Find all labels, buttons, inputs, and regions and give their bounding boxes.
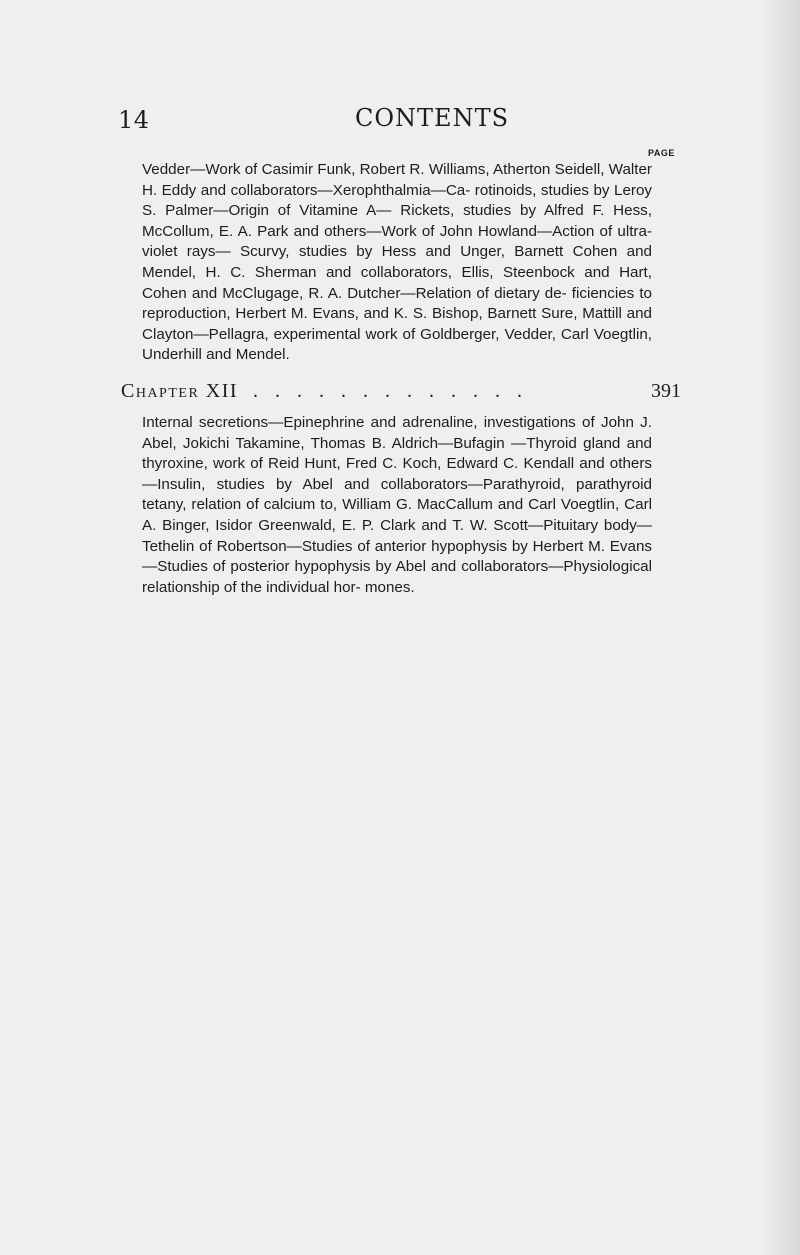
page-number: 14: [118, 106, 150, 134]
chapter-xii-title: Chapter XII: [121, 380, 239, 402]
scan-edge-shadow: [762, 0, 800, 1255]
leader-dots: . . . . . . . . . . . . . .: [231, 380, 528, 402]
chapter-xii-page: 391: [651, 380, 681, 402]
chapter-xii-summary: Internal secretions—Epinephrine and adrenaline, investigations of John J. Abel, Jokichi Takamine, Thomas B. Aldrich—Bufagin —Thyroid gland and thyroxine, work of Reid Hunt, Fred C. Koch, Edward C. Kendall and others—Insulin, studies by Abel and collaborators—Parathyroid, parathyroid tetany, relation of calcium to, William G. MacCallum and Carl Voegtlin, Carl A. Binger, Isidor Greenwald, E. P. Clark and T. W. Scott—Pituitary body—Tethelin of Robertson—Studies of anterior hypophysis by Herbert M. Evans—Studies of posterior hypophysis by Abel and collaborators—Physiological relationship of the individual hor- mones.: [142, 414, 652, 596]
chapter-xii-line: [121, 380, 681, 408]
page-column-label: PAGE: [648, 148, 675, 158]
chapter-xi-summary: Vedder—Work of Casimir Funk, Robert R. Williams, Atherton Seidell, Walter H. Eddy and collaborators—Xerophthalmia—Ca- rotinoids, studies by Leroy S. Palmer—Origin of Vitamine A— Rickets, studies by Alfred F. Hess, McCollum, E. A. Park and others—Work of John Howland—Action of ultra-violet rays— Scurvy, studies by Hess and Unger, Barnett Cohen and Mendel, H. C. Sherman and collaborators, Ellis, Steenbock and Hart, Cohen and McClugage, R. A. Dutcher—Relation of dietary de- ficiencies to reproduction, Herbert M. Evans, and K. S. Bishop, Barnett Sure, Mattill and Clayton—Pellagra, experimental work of Goldberger, Vedder, Carl Voegtlin, Underhill and Mendel.: [142, 161, 652, 364]
running-head: CONTENTS: [355, 104, 510, 132]
